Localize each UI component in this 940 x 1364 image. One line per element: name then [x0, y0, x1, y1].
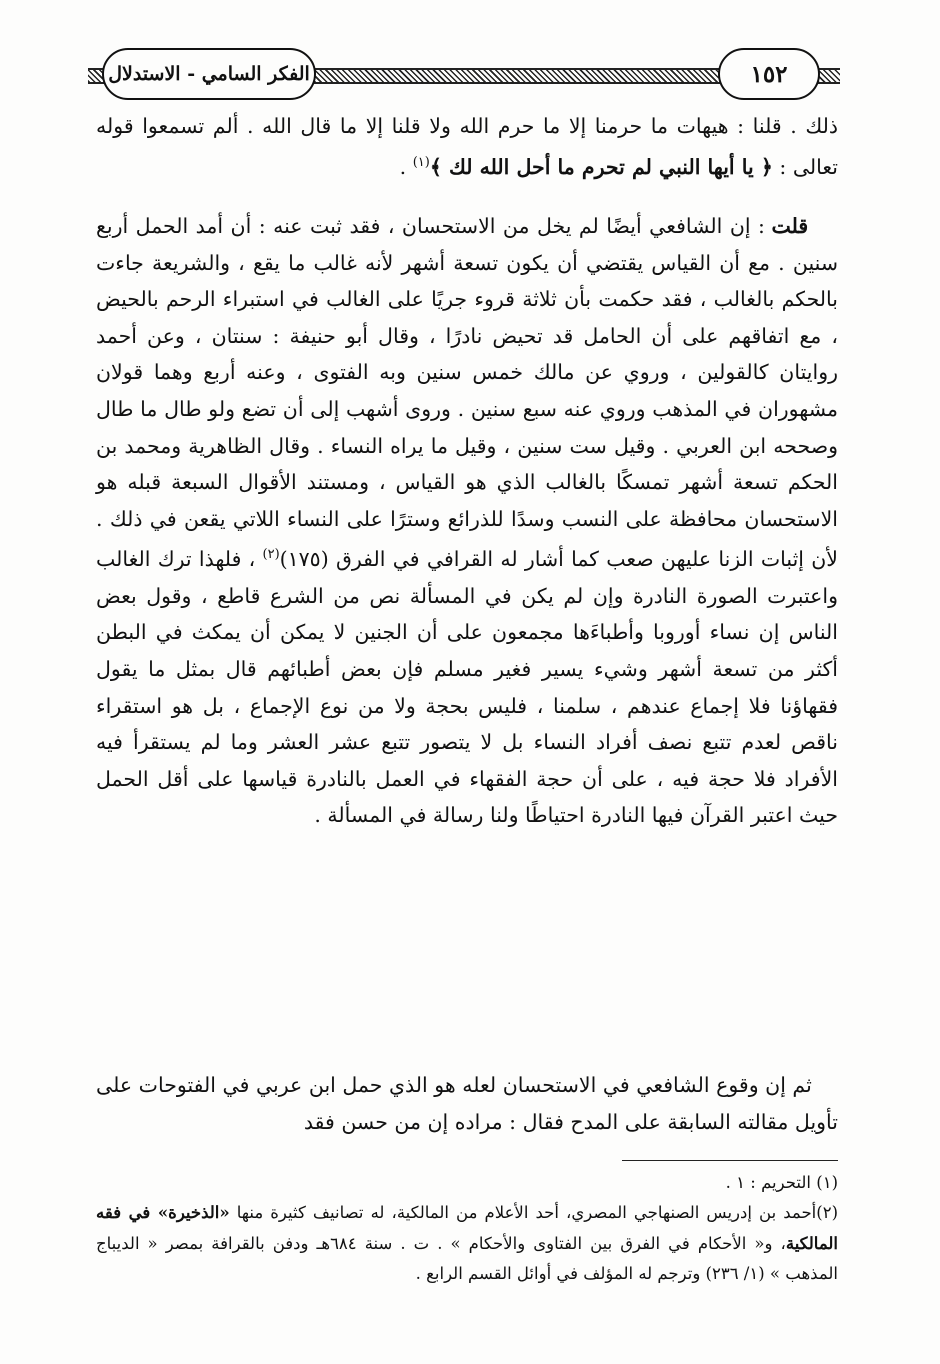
footnote-separator — [622, 1160, 838, 1161]
paragraph-1-text-a: ذلك . قلنا : هيهات ما حرمنا إلا ما حرم الله ولا قلنا إلا ما قال الله . ألم تسمعوا قوله تعالى : — [96, 114, 838, 179]
running-title: الفكر السامي - الاستدلال — [102, 48, 316, 100]
paragraph-3-text: ثم إن وقوع الشافعي في الاستحسان لعله هو الذي حمل ابن عربي في الفتوحات على تأويل مقالته السابقة على المدح فقال : مراده إن من حسن فقد — [96, 1073, 838, 1134]
paragraph-1 — [96, 108, 838, 185]
footnote-1: (١) التحريم : ١ . — [725, 1173, 838, 1192]
paragraph-2-text-a: : إن الشافعي أيضًا لم يخل من الاستحسان ، فقد ثبت عنه : أن أمد الحمل أربع سنين . مع أن القياس يقتضي أن يكون تسعة أشهر لأنه غالب ما يقع ، والشريعة جاءت بالحكم بالغالب ، فقد حكمت بأن ثلاثة قروء جريًا على الغالب في استبراء الرحم بالحيض ، مع اتفاقهم على أن الحامل قد تحيض نادرًا ، وقال أبو حنيفة : سنتان ، وعن أحمد روايتان كالقولين ، وروي عن مالك خمس سنين وبه الفتوى ، وعنه أربع وهما قولان مشهوران في المذهب وروي عنه سبع سنين . وروى أشهب إلى أن تضع ولو طال ما طال وصححه ابن العربي . وقيل ست سنين ، وقيل ما يراه النساء . وقال الظاهرية ومحمد بن الحكم تسعة أشهر تمسكًا بالغالب الذي هو القياس ، ومستند الأقوال السبعة قبله هو الاستحسان محافظة على النسب وسدًا للذرائع وسترًا على النساء اللاتي يقعن في ذلك . لأن إثبات الزنا عليهن صعب كما أشار له القرافي في الفرق (١٧٥) — [96, 214, 838, 572]
page-number: ١٥٢ — [718, 48, 820, 100]
paragraph-2-lead: قلت — [771, 214, 809, 238]
page-header — [88, 44, 840, 104]
footnotes — [96, 1168, 838, 1290]
footnote-ref-2: (٢) — [262, 547, 280, 563]
footnote-2 — [96, 1198, 838, 1290]
footnote-2-text-a: (٢)أحمد بن إدريس الصنهاجي المصري، أحد الأعلام من المالكية، له تصانيف كثيرة منها — [229, 1203, 838, 1222]
footnote-2-text-b: ، و« الأحكام في الفرق بين الفتاوى والأحكام » . ت . سنة ٦٨٤هـ ودفن بالقرافة بمصر « الديباج المذهب » (١/ ٢٣٦) وترجم له المؤلف في أوائل القسم الرابع . — [96, 1233, 838, 1283]
paragraph-2-text-b: ، فلهذا ترك الغالب واعتبرت الصورة النادرة وإن لم يكن في المسألة نص من الشرع قاطع ، وقول بعض الناس إن نساء أوروبا وأطباءَها مجمعون على أن الجنين لا يمكن أن يمكث في البطن أكثر من تسعة أشهر وشيء يسير فغير مسلم فإن بعض أطبائهم قال بمثل ما يقول فقهاؤنا فلا إجماع عندهم ، سلمنا ، فليس بحجة ولا من نوع الإجماع ، بل هو استقراء ناقص لعدم تتبع نصف أفراد النساء بل لا يتصور تتبع عشر العشر وما لم يستقرأ فيه الأفراد فلا حجة فيه ، على أن حجة الفقهاء في العمل بالنادرة قياسها على أقل الحمل حيث اعتبر القرآن فيها النادرة احتياطًا ولنا رسالة في المسألة . — [96, 547, 838, 828]
paragraph-1-text-b: . — [399, 154, 413, 179]
footnote-2-book: «الذخيرة» في فقه المالكية — [96, 1203, 838, 1253]
quran-quote: ﴿ يا أيها النبي لم تحرم ما أحل الله لك ﴾ — [429, 154, 773, 179]
footnote-ref-1: (١) — [412, 154, 430, 170]
paragraph-3 — [96, 1067, 838, 1141]
paragraph-2 — [96, 208, 838, 834]
